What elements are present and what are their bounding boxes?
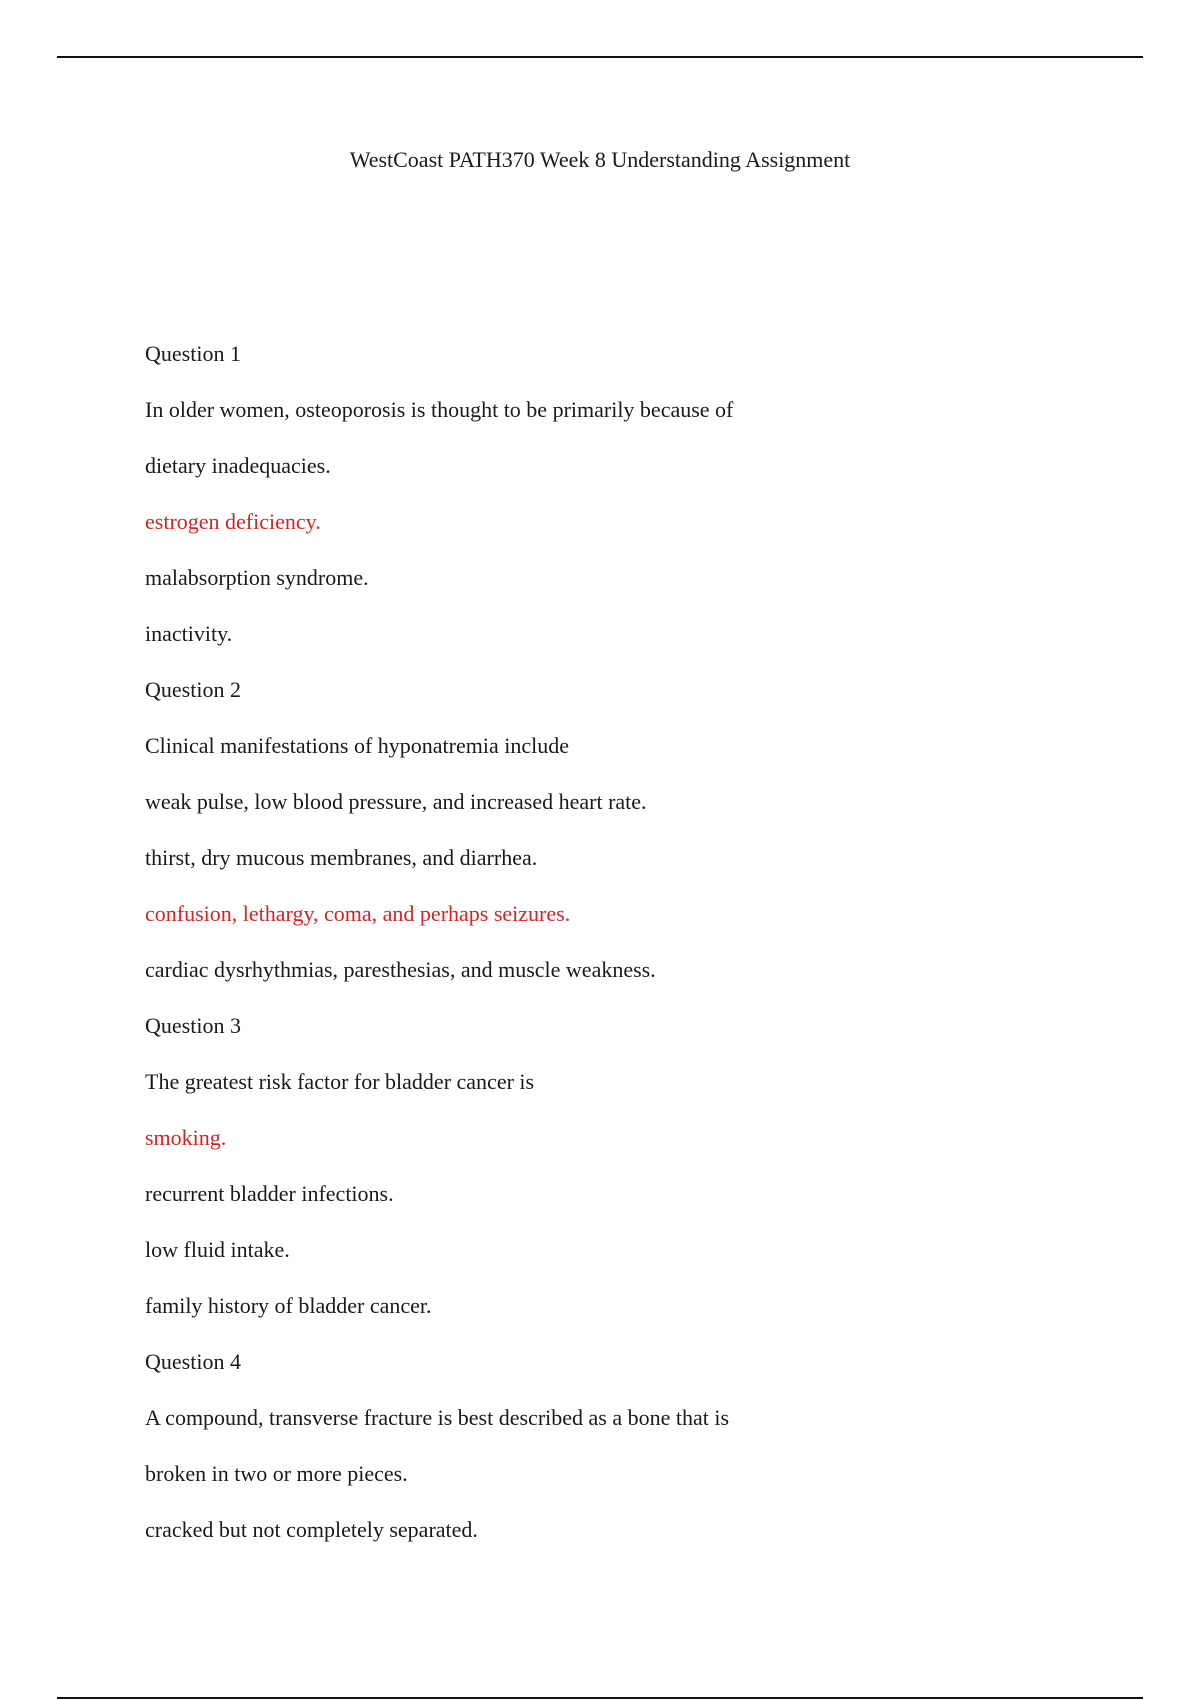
question-1-option-b-correct: estrogen deficiency. xyxy=(145,509,321,534)
document-title: WestCoast PATH370 Week 8 Understanding Assignment xyxy=(349,147,851,172)
question-1-label: Question 1 xyxy=(145,341,241,366)
bottom-rule xyxy=(57,1697,1143,1699)
question-3-label: Question 3 xyxy=(145,1013,241,1038)
question-1-option-a: dietary inadequacies. xyxy=(145,453,331,478)
question-3-option-d: family history of bladder cancer. xyxy=(145,1293,432,1318)
question-1-option-d: inactivity. xyxy=(145,621,233,646)
question-4-stem: A compound, transverse fracture is best described as a bone that is xyxy=(145,1405,730,1430)
question-4-label: Question 4 xyxy=(145,1349,241,1374)
question-2-option-a: weak pulse, low blood pressure, and increased heart rate. xyxy=(145,789,647,814)
question-3-option-b: recurrent bladder infections. xyxy=(145,1181,394,1206)
question-2-option-c-correct: confusion, lethargy, coma, and perhaps seizures. xyxy=(145,901,571,926)
question-1-stem: In older women, osteoporosis is thought to be primarily because of xyxy=(145,397,734,422)
question-2-option-b: thirst, dry mucous membranes, and diarrhea. xyxy=(145,845,538,870)
question-1-option-c: malabsorption syndrome. xyxy=(145,565,369,590)
question-4-option-a: broken in two or more pieces. xyxy=(145,1461,408,1486)
question-3-option-c: low fluid intake. xyxy=(145,1237,290,1262)
question-2-label: Question 2 xyxy=(145,677,241,702)
question-4-option-b: cracked but not completely separated. xyxy=(145,1517,478,1542)
question-3-option-a-correct: smoking. xyxy=(145,1125,227,1150)
top-rule xyxy=(57,56,1143,58)
question-2-option-d: cardiac dysrhythmias, paresthesias, and muscle weakness. xyxy=(145,957,656,982)
question-3-stem: The greatest risk factor for bladder cancer is xyxy=(145,1069,535,1094)
question-2-stem: Clinical manifestations of hyponatremia include xyxy=(145,733,569,758)
question-list xyxy=(145,337,1145,1569)
